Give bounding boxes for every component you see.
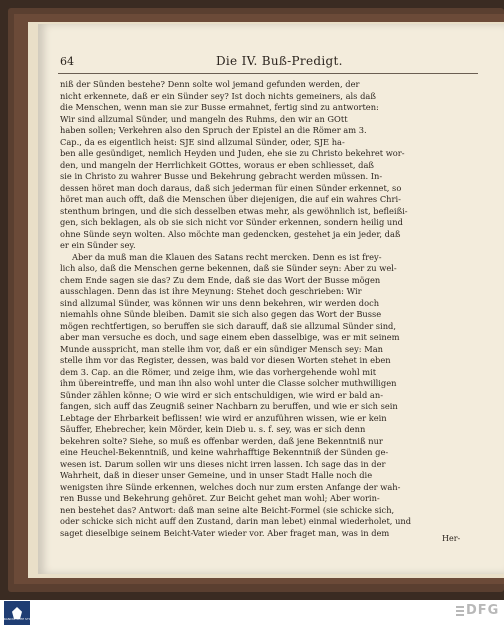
text-line: niß der Sünden bestehe? Denn solte wol jemand gefunden werden, der [60,79,360,89]
text-line: gen, sich beklagen, als ob sie sich nicht vor Sünder erkennen, sondern heilig und [60,217,403,227]
text-line: dem 3. Cap. an die Römer, und zeige ihm, wie das vorhergehende wohl mit [60,366,377,377]
text-line: eine Heuchel-Bekenntniß, und keine wahrhafftige Bekenntniß der Sünden ge- [60,447,389,457]
text-line: ohne Sünde seyn wolten. Also möchte man gedencken, gestehet ja ein jeder, daß [60,228,401,239]
logo-text: FRANCKESCHE STIFTUNGEN [2,617,45,621]
text-line: aber man versuche es doch, und sage einem eben dasselbige, was er mit seinem [60,332,400,342]
text-line: oder schicke sich nicht auff den Zustand, darin man lebet) einmal wiederholet, und [60,516,412,526]
text-line: haben sollen; Verkehren also den Spruch der Epistel an die Römer am 3. [60,125,367,135]
text-line: Säuffer, Ehebrecher, kein Mörder, kein Dieb u. s. f. sey, was er sich denn [60,424,366,434]
text-line: Lebtage der Ehrbarkeit beflissen! wie wird er anzuführen wissen, wie er kein [60,412,387,423]
text-line: fangen, sich auff das Zeugniß seiner Nachbarn zu beruffen, und wie er sich sein [60,401,398,411]
header-rule [58,73,478,74]
text-line: wesen ist. Darum sollen wir uns dieses nicht irren lassen. Ich sage das in der [60,458,386,469]
text-line: nen bestehet das? Antwort: daß man seine alte Beicht-Formel (sie schicke sich, [60,504,395,515]
text-line: stelle ihm vor das Register, dessen, was bald vor diesen Worten stehet in eben [60,355,391,365]
footer-bar [0,600,504,626]
dfg-logo: DFG [466,603,500,618]
text-line: ren Busse und Bekehrung gehöret. Zur Beicht gehet man wohl; Aber worin- [60,493,380,503]
text-line: stenthum bringen, und die sich desselben etwas mehr, als gewöhnlich ist, befleißi- [60,205,408,216]
catchword: Her- [442,534,461,543]
francke-logo [4,601,30,625]
text-line: Wir sind allzumal Sünder, und mangeln des Ruhms, den wir an GOtt [60,113,348,124]
text-line: chem Ende sagen sie das? Zu dem Ende, daß sie das Wort der Busse mögen [60,274,381,285]
text-line: Cap., da es eigentlich heist: SJE sind allzumal Sünder, oder, SJE ha- [60,136,345,147]
dfg-stripes-icon [456,606,464,616]
text-line: Sünder zählen könne; O wie wird er sich entschuldigen, wie wird er bald an- [60,389,383,400]
text-line: bekehren solte? Siehe, so muß es offenbar werden, daß jene Bekenntniß nur [60,435,383,446]
text-line: Wahrheit, daß in dieser unser Gemeine, und in unser Stadt Halle noch die [60,470,373,480]
text-line: dessen höret man doch daraus, daß sich jederman für einen Sünder erkennet, so [60,182,402,193]
text-line: die Menschen, wenn man sie zur Busse ermahnet, fertig sind zu antworten: [60,102,379,112]
text-line: ben alle gesündiget, nemlich Heyden und Juden, ehe sie zu Christo bekehret wor- [60,148,405,158]
text-line: niemahls ohne Sünde bleiben. Damit sie sich also gegen das Wort der Busse [60,309,382,319]
text-line: wenigsten ihre Sünde erkennen, welches doch nur zum ersten Anfange der wah- [60,481,401,492]
text-line: er ein Sünder sey. [60,240,136,250]
text-line: ihm übereintreffe, und man ihn also wohl unter die Classe solcher muthwilligen [60,378,397,388]
running-head: Die IV. Buß-Predigt. [216,54,343,68]
page-number: 64 [60,55,74,68]
text-line: nicht erkennete, daß er ein Sünder sey? Ist doch nichts gemeiners, als daß [60,90,376,101]
text-line: Aber da muß man die Klauen des Satans recht mercken. Denn es ist frey- [72,251,382,262]
text-line: mögen rechtfertigen, so beruffen sie sich darauff, daß sie allzumal Sünder sind, [60,320,396,331]
text-line: sind allzumal Sünder, was können wir uns denn bekehren, wir werden doch [60,297,380,308]
text-line: höret man auch offt, daß die Menschen über diejenigen, die auf ein wahres Chri- [60,194,401,204]
text-line: ausschlagen. Denn das ist ihre Meynung: Stehet doch geschrieben: Wir [60,286,362,296]
text-line: sie in Christo zu wahrer Busse und Bekehrung gebracht werden müssen. In- [60,171,383,181]
text-line: saget dieselbige seinem Beicht-Vater wieder vor. Aber fraget man, was in dem [60,527,390,538]
text-line: Munde ausspricht, man stelle ihm vor, daß er ein sündiger Mensch sey: Man [60,343,383,354]
body-text [60,79,470,539]
text-line: den, und mangeln der Herrlichkeit GOttes, woraus er eben schliesset, daß [60,159,374,170]
text-line: lich also, daß die Menschen gerne bekennen, daß sie Sünder seyn: Aber zu wel- [60,263,397,273]
